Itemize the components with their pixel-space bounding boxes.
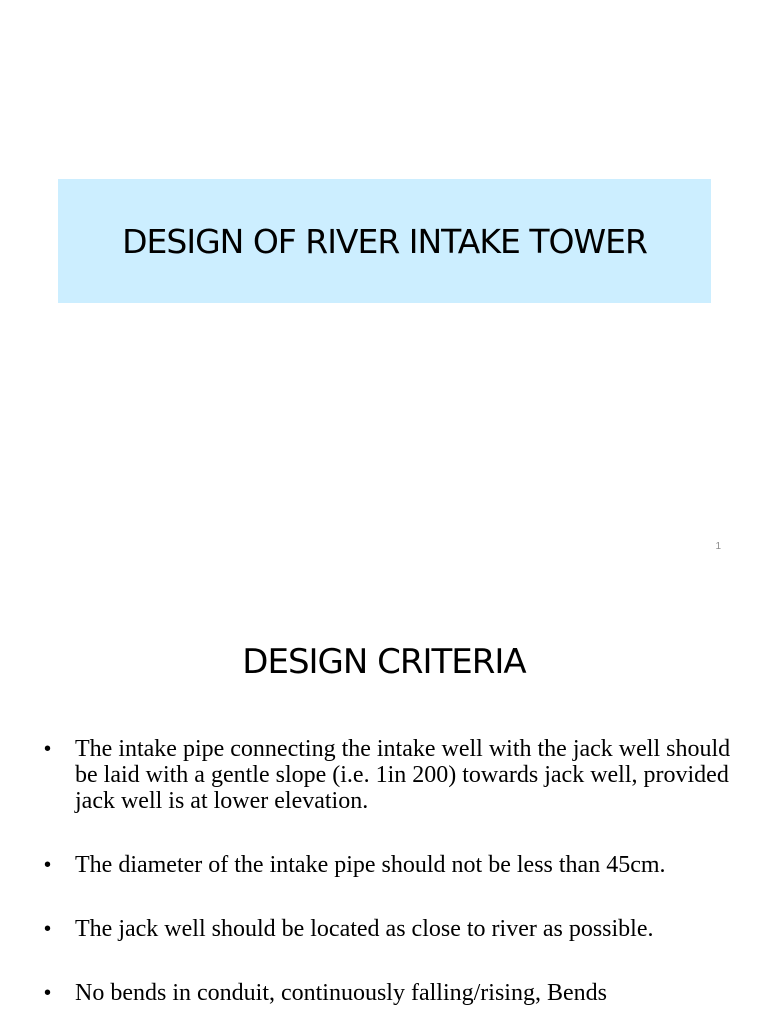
bullet-text: The jack well should be located as close to river as possible. [75,916,654,942]
bullet-icon: • [44,918,52,940]
bullet-item [44,736,734,814]
page-number: 1 [715,541,721,552]
slide-2 [0,576,768,1024]
bullet-icon: • [44,738,52,760]
bullet-text: No bends in conduit, continuously falling/rising, Bends [75,980,607,1006]
bullet-icon: • [44,854,52,876]
bullet-item [44,916,734,942]
bullet-item [44,852,734,878]
title-box [58,179,711,303]
slide-title: DESIGN OF RIVER INTAKE TOWER [122,221,647,261]
bullet-text: The diameter of the intake pipe should not be less than 45cm. [75,852,666,878]
bullet-text: The intake pipe connecting the intake well with the jack well should be laid with a gentle slope (i.e. 1in 200) towards jack well, provided jack well is at lower elevation. [75,736,731,814]
bullet-icon: • [44,982,52,1004]
bullet-item [44,980,734,1006]
slide-heading: DESIGN CRITERIA [242,642,526,682]
bullet-list [44,736,734,1024]
